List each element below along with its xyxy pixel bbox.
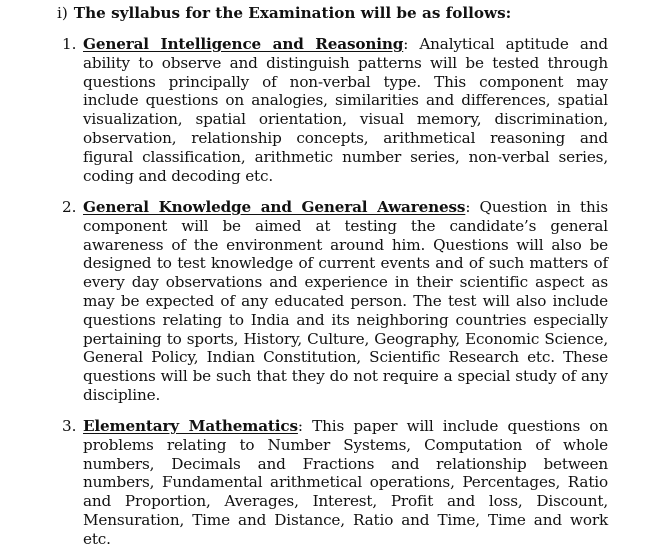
syllabus-item-general-knowledge — [62, 198, 608, 405]
item-description: This paper will include questions on problems relating to Number Systems, Computation of whole numbers, Decimals and Fractions and relationship between numbers, Fundamental arithmetical operations, Percentages, Ratio and Proportion, Averages, Interest, Profit and loss, Discount, Mensuration, Time and Distance, Ratio and Time, Time and work etc. — [83, 417, 608, 548]
syllabus-item-mathematics — [62, 417, 608, 549]
item-separator: : — [297, 417, 303, 435]
item-paragraph — [83, 417, 608, 549]
item-number: 3. — [62, 417, 77, 435]
heading-title: The syllabus for the Examination will be as follows: — [73, 4, 512, 22]
item-separator: : — [403, 35, 409, 53]
item-separator: : — [465, 198, 471, 216]
item-paragraph — [83, 35, 608, 185]
item-number: 1. — [62, 35, 77, 53]
syllabus-item-reasoning — [62, 35, 608, 185]
item-number: 2. — [62, 198, 77, 216]
item-description: Analytical aptitude and ability to observe and distinguish patterns will be tested through questions principally of non-verbal type. This component may include questions on analogies, similarities and differences, spatial visualization, spatial orientation, visual memory, discrimination, observation, relationship concepts, arithmetical reasoning and figural classification, arithmetic number series, non-verbal series, coding and decoding etc. — [83, 35, 608, 185]
heading-number: i) — [57, 4, 68, 22]
item-paragraph — [83, 198, 608, 405]
item-term: General Knowledge and General Awareness — [83, 198, 466, 216]
item-term: Elementary Mathematics — [83, 417, 298, 435]
item-description: Question in this component will be aimed at testing the candidate’s general awareness of the environment around him. Questions will also be designed to test knowledge of current events and of such matters of every day observations and experience in their scientific aspect as may be expected of any educated person. The test will also include questions relating to India and its neighboring countries especially pertaining to sports, History, Culture, Geography, Economic Science, General Policy, Indian Constitution, Scientific Research etc. These questions will be such that they do not require a special study of any discipline. — [83, 198, 608, 404]
item-term: General Intelligence and Reasoning — [83, 35, 404, 53]
syllabus-heading — [57, 3, 511, 23]
